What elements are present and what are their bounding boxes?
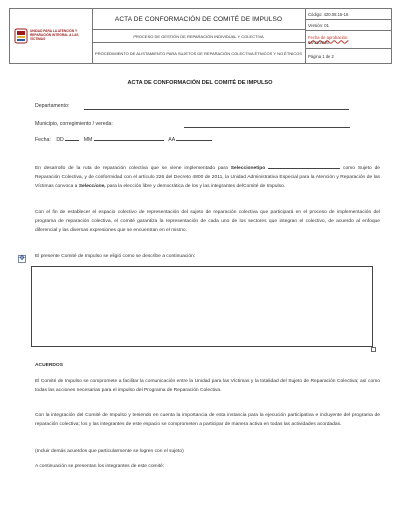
table-move-handle-icon[interactable]: ✥ xyxy=(19,255,25,262)
fecha-field xyxy=(35,137,212,143)
acuerdos-heading: ACUERDOS xyxy=(35,363,63,368)
dd-label: DD xyxy=(56,137,64,143)
mm-label: MM xyxy=(83,137,93,143)
document-header xyxy=(9,8,392,64)
form-title: ACTA DE CONFORMACIÓN DE COMITÉ DE IMPULSO xyxy=(114,15,283,23)
page-number: Página 1 de 2 xyxy=(308,53,334,59)
paragraph-intro xyxy=(35,164,380,191)
municipio-line[interactable] xyxy=(184,127,350,128)
logo-text: UNIDAD PARA LA ATENCIÓN Y REPARACIÓN INTEGRAL A LAS VÍCTIMAS xyxy=(30,29,79,41)
fecha-label: Fecha: xyxy=(35,137,51,143)
unidad-victimas-logo xyxy=(14,26,88,46)
dd-line[interactable] xyxy=(65,140,79,141)
logo-cell xyxy=(10,9,93,63)
intro-text-a: En desarrollo de la ruta de reparación colectiva que se viene implementado para xyxy=(35,166,228,171)
paragraph-election: El presente Comité de Impulso se eligió como se describe a continuación: xyxy=(35,254,196,259)
procedure-name: PROCEDIMIENTO DE ALISTAMIENTO PARA SUJETOS DE REPARACIÓN COLECTIVA ÉTNICOS Y NO ÉTNICOS xyxy=(95,50,302,56)
seleccione-dropdown-2[interactable]: Seleccione, xyxy=(78,184,106,189)
seleccione-dropdown[interactable]: Seleccione xyxy=(230,166,257,171)
approval-date: 16/11/2016 xyxy=(308,39,329,45)
logo-mark-icon xyxy=(14,28,28,44)
document-version: Versión: 01 xyxy=(308,22,329,28)
committee-table-box[interactable] xyxy=(31,266,373,347)
paragraph-acuerdo-1: El Comité de Impulso se compromete a facilitar la comunicación entre la Unidad para las Víctimas y la totalidad del Sujeto de Reparación Colectiva; así como todas las acciones necesarias para el impulso del Programa de Reparación Colectiva. xyxy=(35,379,380,393)
header-right xyxy=(305,9,391,63)
aa-line[interactable] xyxy=(176,140,212,141)
intro-text-d: como Sujeto de Reparación Colectiva, y de conformidad con el artículo 226 del Decreto 4800 de 2011, la Unidad Administrativa Especial para la Atención y Reparación de las Víctimas convoca a xyxy=(35,166,381,189)
sujeto-line[interactable] xyxy=(268,168,340,169)
paragraph-purpose: Con el fin de establecer el espacio colectivo de representación del sujeto de reparación colectiva que participará en el proceso de implementación del programa de reparación colectiva, el comité garantiza la representación de cada uno de los sectores que integran el colectivo, de acuerdo al enfoque diferencial y las diversas expresiones que se encuentran en el mismo. xyxy=(35,210,380,233)
document-code: Código: 420.08.15-16 xyxy=(308,11,349,17)
tipo-dropdown[interactable]: tipo xyxy=(256,166,266,171)
departamento-label: Departamento: xyxy=(35,103,70,109)
header-middle xyxy=(92,9,306,63)
document-title: ACTA DE CONFORMACIÓN DEL COMITÉ DE IMPULSO xyxy=(127,80,273,86)
approval-date-label: Fecha de aprobación: xyxy=(308,34,349,40)
paragraph-members-intro: A continuación se presentan los integrantes de este comité: xyxy=(35,464,165,469)
mm-line[interactable] xyxy=(94,140,164,141)
municipio-label: Municipio, corregimiento / vereda: xyxy=(35,121,113,127)
departamento-field xyxy=(35,103,69,109)
paragraph-other-agreements: (Incluir demás acuerdos que particularmente se logren con el sujeto) xyxy=(35,449,184,454)
paragraph-acuerdo-2: Con la integración del Comité de Impulso y teniendo en cuenta la importancia de esta instancia para la ejecución participativa e incluyente del programa de reparación colectiva; los y las integrantes de este espacio se comprometen a participar de manera activa en todas las actividades acordadas. xyxy=(35,413,380,427)
municipio-field xyxy=(35,121,113,127)
table-resize-handle[interactable] xyxy=(371,347,376,352)
aa-label: AA xyxy=(168,137,175,143)
departamento-line[interactable] xyxy=(84,109,349,110)
intro-text-f: para la elección libre y democrática de los y las integrantes delComité de Impulso. xyxy=(107,184,286,189)
process-name: PROCESO DE GESTIÓN DE REPARACIÓN INDIVIDUAL Y COLECTIVA xyxy=(133,33,264,39)
